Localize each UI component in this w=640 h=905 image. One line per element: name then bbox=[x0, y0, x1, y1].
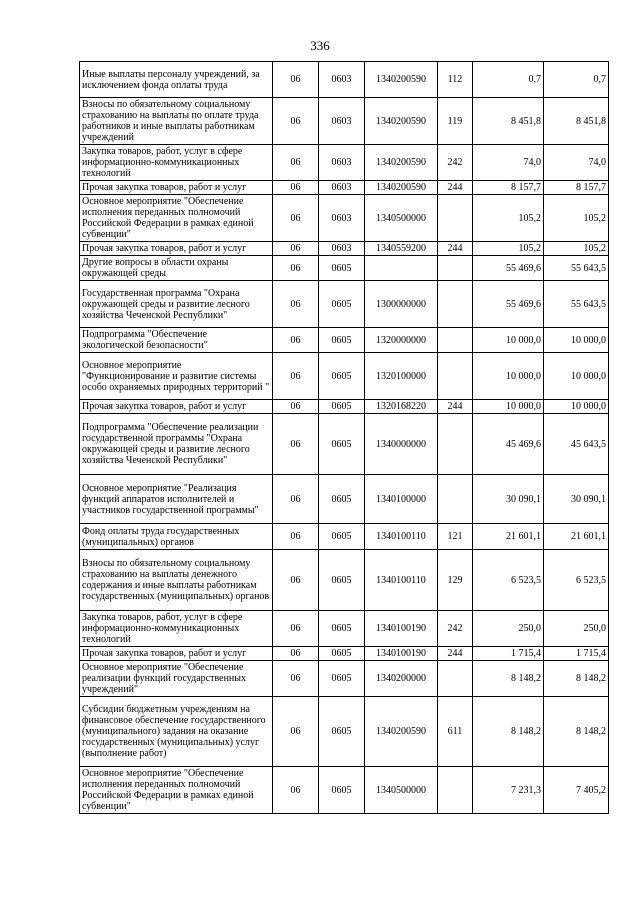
row-amount-year2: 105,2 bbox=[544, 195, 609, 242]
table-row bbox=[80, 242, 609, 256]
row-expense-type: 244 bbox=[438, 181, 473, 195]
row-amount-year1: 105,2 bbox=[473, 195, 544, 242]
row-amount-year2: 45 643,5 bbox=[544, 414, 609, 475]
row-grbs: 06 bbox=[273, 145, 319, 181]
row-name: Основное мероприятие "Обеспечение реализации функций государственных учреждений" bbox=[80, 661, 273, 697]
table-row bbox=[80, 661, 609, 697]
row-amount-year1: 10 000,0 bbox=[473, 353, 544, 400]
row-expense-type: 244 bbox=[438, 647, 473, 661]
row-amount-year1: 8 148,2 bbox=[473, 697, 544, 767]
row-target-article: 1340200590 bbox=[365, 181, 438, 195]
row-target-article: 1340100110 bbox=[365, 550, 438, 611]
table-row bbox=[80, 353, 609, 400]
row-grbs: 06 bbox=[273, 242, 319, 256]
row-grbs: 06 bbox=[273, 281, 319, 328]
row-expense-type bbox=[438, 414, 473, 475]
table-row bbox=[80, 550, 609, 611]
row-amount-year1: 0,7 bbox=[473, 62, 544, 98]
row-amount-year2: 8 148,2 bbox=[544, 697, 609, 767]
row-amount-year2: 8 148,2 bbox=[544, 661, 609, 697]
table-row bbox=[80, 414, 609, 475]
row-expense-type: 244 bbox=[438, 242, 473, 256]
row-target-article: 1300000000 bbox=[365, 281, 438, 328]
row-expense-type bbox=[438, 195, 473, 242]
row-amount-year2: 10 000,0 bbox=[544, 400, 609, 414]
row-amount-year2: 7 405,2 bbox=[544, 767, 609, 814]
row-amount-year2: 8 451,8 bbox=[544, 98, 609, 145]
row-name: Иные выплаты персоналу учреждений, за исключением фонда оплаты труда bbox=[80, 62, 273, 98]
row-amount-year1: 250,0 bbox=[473, 611, 544, 647]
row-amount-year2: 250,0 bbox=[544, 611, 609, 647]
table-row bbox=[80, 98, 609, 145]
row-section: 0603 bbox=[319, 181, 365, 195]
table-row bbox=[80, 145, 609, 181]
row-grbs: 06 bbox=[273, 98, 319, 145]
row-amount-year2: 10 000,0 bbox=[544, 353, 609, 400]
row-name: Прочая закупка товаров, работ и услуг bbox=[80, 647, 273, 661]
row-expense-type bbox=[438, 328, 473, 353]
budget-table bbox=[79, 61, 609, 814]
row-section: 0605 bbox=[319, 400, 365, 414]
table-row bbox=[80, 400, 609, 414]
row-target-article: 1340100190 bbox=[365, 611, 438, 647]
row-expense-type: 129 bbox=[438, 550, 473, 611]
table-row bbox=[80, 524, 609, 550]
row-amount-year1: 55 469,6 bbox=[473, 256, 544, 281]
row-name: Фонд оплаты труда государственных (муниципальных) органов bbox=[80, 524, 273, 550]
row-amount-year1: 8 148,2 bbox=[473, 661, 544, 697]
row-target-article: 1340100110 bbox=[365, 524, 438, 550]
table-row bbox=[80, 328, 609, 353]
row-amount-year2: 1 715,4 bbox=[544, 647, 609, 661]
row-grbs: 06 bbox=[273, 767, 319, 814]
row-amount-year2: 0,7 bbox=[544, 62, 609, 98]
table-row bbox=[80, 62, 609, 98]
row-expense-type bbox=[438, 256, 473, 281]
row-section: 0605 bbox=[319, 611, 365, 647]
table-row bbox=[80, 767, 609, 814]
row-amount-year1: 8 451,8 bbox=[473, 98, 544, 145]
row-grbs: 06 bbox=[273, 647, 319, 661]
row-name: Подпрограмма "Обеспечение экологической безопасности" bbox=[80, 328, 273, 353]
row-grbs: 06 bbox=[273, 256, 319, 281]
row-name: Прочая закупка товаров, работ и услуг bbox=[80, 400, 273, 414]
row-amount-year1: 105,2 bbox=[473, 242, 544, 256]
row-grbs: 06 bbox=[273, 475, 319, 524]
table-row bbox=[80, 647, 609, 661]
row-name: Подпрограмма "Обеспечение реализации государственной программы "Охрана окружающей среды и развитие лесного хозяйства Чеченской Республики" bbox=[80, 414, 273, 475]
row-section: 0603 bbox=[319, 242, 365, 256]
row-name: Прочая закупка товаров, работ и услуг bbox=[80, 181, 273, 195]
row-expense-type: 121 bbox=[438, 524, 473, 550]
row-target-article: 1320000000 bbox=[365, 328, 438, 353]
row-target-article: 1340500000 bbox=[365, 767, 438, 814]
row-name: Закупка товаров, работ, услуг в сфере информационно-коммуникационных технологий bbox=[80, 145, 273, 181]
row-target-article bbox=[365, 256, 438, 281]
row-expense-type: 244 bbox=[438, 400, 473, 414]
row-amount-year2: 10 000,0 bbox=[544, 328, 609, 353]
row-grbs: 06 bbox=[273, 524, 319, 550]
row-amount-year1: 55 469,6 bbox=[473, 281, 544, 328]
row-target-article: 1340559200 bbox=[365, 242, 438, 256]
row-grbs: 06 bbox=[273, 400, 319, 414]
row-target-article: 1340100000 bbox=[365, 475, 438, 524]
row-target-article: 1340200590 bbox=[365, 62, 438, 98]
row-amount-year2: 30 090,1 bbox=[544, 475, 609, 524]
row-expense-type: 112 bbox=[438, 62, 473, 98]
page-number: 336 bbox=[310, 38, 330, 53]
row-amount-year1: 10 000,0 bbox=[473, 328, 544, 353]
row-section: 0605 bbox=[319, 281, 365, 328]
row-expense-type bbox=[438, 281, 473, 328]
table-row bbox=[80, 281, 609, 328]
row-grbs: 06 bbox=[273, 661, 319, 697]
row-amount-year2: 105,2 bbox=[544, 242, 609, 256]
row-grbs: 06 bbox=[273, 195, 319, 242]
row-section: 0605 bbox=[319, 647, 365, 661]
row-name: Прочая закупка товаров, работ и услуг bbox=[80, 242, 273, 256]
row-amount-year1: 10 000,0 bbox=[473, 400, 544, 414]
row-name: Основное мероприятие "Функционирование и развитие системы особо охраняемых природных территорий " bbox=[80, 353, 273, 400]
row-section: 0605 bbox=[319, 414, 365, 475]
row-amount-year1: 7 231,3 bbox=[473, 767, 544, 814]
row-section: 0605 bbox=[319, 256, 365, 281]
row-name: Основное мероприятие "Обеспечение исполнения переданных полномочий Российской Федерации в рамках единой субвенции" bbox=[80, 195, 273, 242]
row-grbs: 06 bbox=[273, 550, 319, 611]
row-amount-year2: 74,0 bbox=[544, 145, 609, 181]
table-row bbox=[80, 256, 609, 281]
row-target-article: 1340200590 bbox=[365, 697, 438, 767]
row-amount-year1: 45 469,6 bbox=[473, 414, 544, 475]
row-target-article: 1340200590 bbox=[365, 98, 438, 145]
row-amount-year1: 30 090,1 bbox=[473, 475, 544, 524]
row-amount-year2: 55 643,5 bbox=[544, 281, 609, 328]
row-section: 0605 bbox=[319, 767, 365, 814]
row-name: Взносы по обязательному социальному страхованию на выплаты денежного содержания и иные выплаты работникам государственных (муниципальных) органов bbox=[80, 550, 273, 611]
row-grbs: 06 bbox=[273, 62, 319, 98]
row-expense-type bbox=[438, 353, 473, 400]
row-expense-type: 611 bbox=[438, 697, 473, 767]
row-expense-type bbox=[438, 767, 473, 814]
row-section: 0605 bbox=[319, 697, 365, 767]
row-section: 0603 bbox=[319, 195, 365, 242]
row-target-article: 1340200590 bbox=[365, 145, 438, 181]
row-expense-type: 242 bbox=[438, 145, 473, 181]
row-section: 0603 bbox=[319, 98, 365, 145]
row-expense-type bbox=[438, 475, 473, 524]
row-amount-year1: 8 157,7 bbox=[473, 181, 544, 195]
row-amount-year1: 1 715,4 bbox=[473, 647, 544, 661]
row-target-article: 1320100000 bbox=[365, 353, 438, 400]
row-section: 0605 bbox=[319, 661, 365, 697]
row-section: 0605 bbox=[319, 475, 365, 524]
table-row bbox=[80, 475, 609, 524]
row-grbs: 06 bbox=[273, 181, 319, 195]
row-grbs: 06 bbox=[273, 353, 319, 400]
row-expense-type: 242 bbox=[438, 611, 473, 647]
row-amount-year2: 21 601,1 bbox=[544, 524, 609, 550]
table-row bbox=[80, 611, 609, 647]
row-section: 0605 bbox=[319, 550, 365, 611]
row-amount-year2: 55 643,5 bbox=[544, 256, 609, 281]
row-target-article: 1340500000 bbox=[365, 195, 438, 242]
row-name: Государственная программа "Охрана окружающей среды и развитие лесного хозяйства Чеченской Республики" bbox=[80, 281, 273, 328]
row-amount-year1: 21 601,1 bbox=[473, 524, 544, 550]
table-row bbox=[80, 181, 609, 195]
row-amount-year2: 6 523,5 bbox=[544, 550, 609, 611]
row-target-article: 1340100190 bbox=[365, 647, 438, 661]
row-section: 0605 bbox=[319, 353, 365, 400]
row-section: 0603 bbox=[319, 145, 365, 181]
row-grbs: 06 bbox=[273, 414, 319, 475]
row-name: Закупка товаров, работ, услуг в сфере информационно-коммуникационных технологий bbox=[80, 611, 273, 647]
row-expense-type: 119 bbox=[438, 98, 473, 145]
row-grbs: 06 bbox=[273, 328, 319, 353]
row-amount-year1: 6 523,5 bbox=[473, 550, 544, 611]
row-section: 0603 bbox=[319, 62, 365, 98]
row-target-article: 1340200000 bbox=[365, 661, 438, 697]
row-name: Субсидии бюджетным учреждениям на финансовое обеспечение государственного (муниципального) задания на оказание государственных (муниципальных) услуг (выполнение работ) bbox=[80, 697, 273, 767]
row-grbs: 06 bbox=[273, 697, 319, 767]
row-name: Другие вопросы в области охраны окружающей среды bbox=[80, 256, 273, 281]
row-name: Основное мероприятие "Реализация функций аппаратов исполнителей и участников государственной программы" bbox=[80, 475, 273, 524]
row-section: 0605 bbox=[319, 524, 365, 550]
table-row bbox=[80, 195, 609, 242]
row-target-article: 1320168220 bbox=[365, 400, 438, 414]
row-amount-year2: 8 157,7 bbox=[544, 181, 609, 195]
row-name: Взносы по обязательному социальному страхованию на выплаты по оплате труда работников и иные выплаты работникам учреждений bbox=[80, 98, 273, 145]
row-amount-year1: 74,0 bbox=[473, 145, 544, 181]
row-target-article: 1340000000 bbox=[365, 414, 438, 475]
row-grbs: 06 bbox=[273, 611, 319, 647]
table-row bbox=[80, 697, 609, 767]
row-expense-type bbox=[438, 661, 473, 697]
row-section: 0605 bbox=[319, 328, 365, 353]
row-name: Основное мероприятие "Обеспечение исполнения переданных полномочий Российской Федерации в рамках единой субвенции" bbox=[80, 767, 273, 814]
